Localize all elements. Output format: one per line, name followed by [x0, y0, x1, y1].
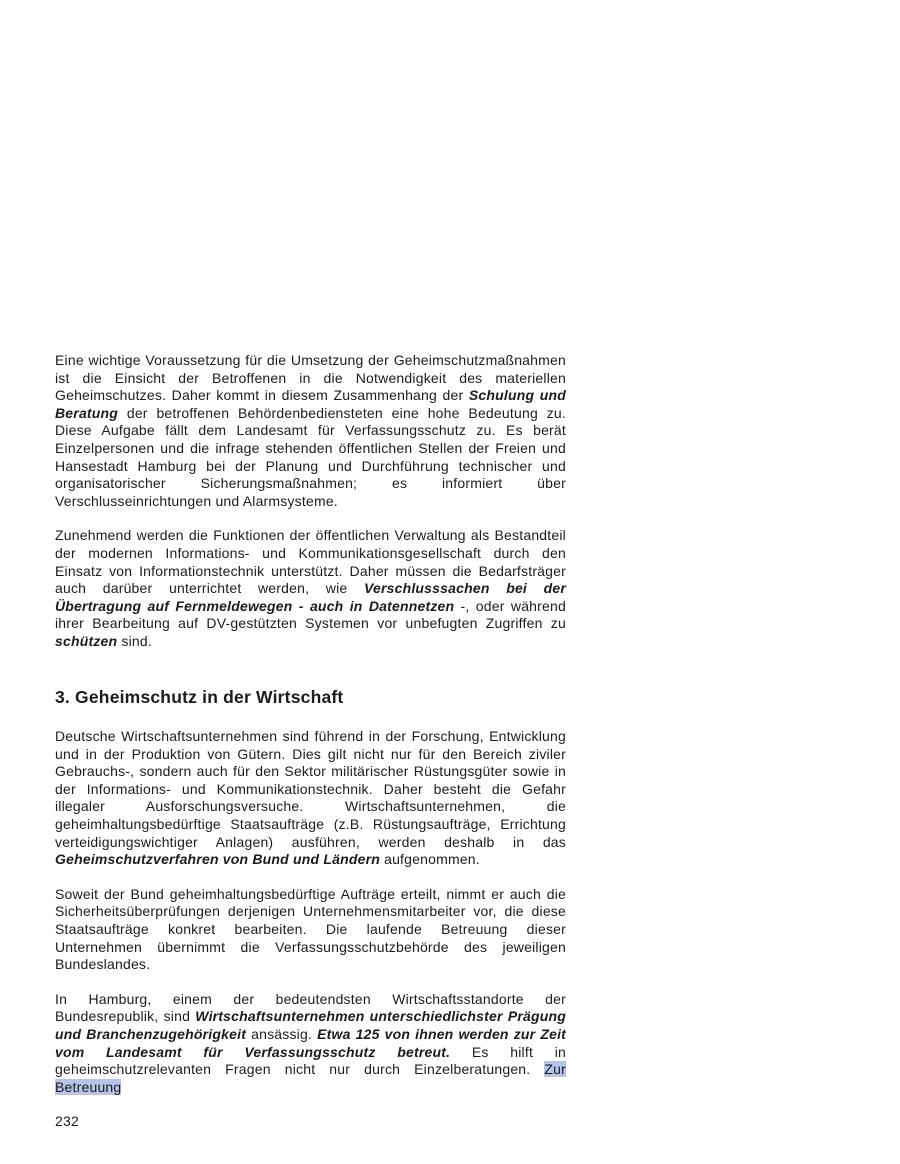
- body-text: -, oder während ihrer Bearbeitung auf DV-gestützten Systemen vor unbefugten Zugriffen zu: [55, 597, 566, 632]
- page-content: [55, 352, 566, 1131]
- emphasized-text: Etwa 125 von ihnen werden zur Zeit vom Landesamt für Verfassungsschutz betreut.: [55, 1026, 567, 1060]
- highlighted-text: Zur Betreuung: [55, 1061, 566, 1095]
- body-text: In Hamburg, einem der bedeutendsten Wirtschaftsstandorte der Bundesrepublik, sind: [55, 990, 566, 1025]
- body-text: aufgenommen.: [380, 851, 480, 868]
- body-text: ansässig.: [246, 1026, 318, 1042]
- paragraph-hamburg-betreuung: [55, 991, 566, 1097]
- emphasized-text: Wirtschaftsunternehmen unterschiedlichster Prägung und Branchenzugehörigkeit: [55, 1008, 566, 1042]
- paragraph-wirtschaftsunternehmen: [55, 728, 566, 869]
- emphasized-text: Schulung und Beratung: [55, 387, 566, 421]
- emphasized-text: Geheimschutzverfahren von Bund und Ländern: [55, 851, 380, 868]
- page-number: 232: [55, 1113, 79, 1130]
- body-text: Soweit der Bund geheimhaltungsbedürftige Aufträge erteilt, nimmt er auch die Sicherheitsüberprüfungen derjenigen Unternehmensmitarbeiter vor, die diese Staatsaufträge konkret bearbeiten. Die laufende Betreuung dieser Unternehmen übernimmt die Verfassungsschutzbehörde des jeweiligen Bundeslandes.: [55, 885, 566, 973]
- paragraph-schulung-beratung: [55, 352, 566, 510]
- emphasized-text: Verschlusssachen bei der Übertragung auf Fernmeldewegen - auch in Datennetzen: [55, 580, 566, 614]
- paragraph-verschlusssachen: [55, 527, 566, 650]
- body-text: Eine wichtige Voraussetzung für die Umsetzung der Geheimschutzmaßnahmen ist die Einsicht der Betroffenen in die Notwendigkeit des materiellen Geheimschutzes. Daher kommt in diesem Zusammenhang der: [55, 352, 566, 404]
- body-text: Deutsche Wirtschaftsunternehmen sind führend in der Forschung, Entwicklung und in der Produktion von Gütern. Dies gilt nicht nur für den Bereich ziviler Gebrauchs-, sondern auch für den Sektor militärischer Rüstungsgüter sowie in der Informations- und Kommunikationstechnik. Daher besteht die Gefahr illegaler Ausforschungsversuche. Wirtschaftsunternehmen, die geheimhaltungsbedürftige Staatsaufträge (z.B. Rüstungsaufträge, Errichtung verteidigungswichtiger Anlagen) ausführen, werden deshalb in das: [55, 728, 566, 850]
- body-text: Zunehmend werden die Funktionen der öffentlichen Verwaltung als Bestandteil der modernen Informations- und Kommunikationsgesellschaft durch den Einsatz von Informationstechnik unterstützt. Daher müssen die Bedarfsträger auch darüber unterrichtet werden, wie: [55, 527, 566, 597]
- section-heading: 3. Geheimschutz in der Wirtschaft: [55, 686, 344, 707]
- paragraph-sicherheitsueberpruefungen: [55, 886, 566, 974]
- body-text: sind.: [117, 632, 152, 649]
- body-text: Es hilft in geheimschutzrelevanten Fragen nicht nur durch Einzelberatungen.: [55, 1043, 566, 1078]
- emphasized-text: schützen: [55, 632, 118, 649]
- body-text: der betroffenen Behördenbediensteten eine hohe Bedeutung zu. Diese Aufgabe fällt dem Landesamt für Verfassungsschutz zu. Es berät Einzelpersonen und die infrage stehenden öffentlichen Stellen der Freien und Hansestadt Hamburg bei der Planung und Durchführung technischer und organisatorischer Sicherungsmaßnahmen; es informiert über Verschlusseinrichtungen und Alarmsysteme.: [55, 404, 566, 509]
